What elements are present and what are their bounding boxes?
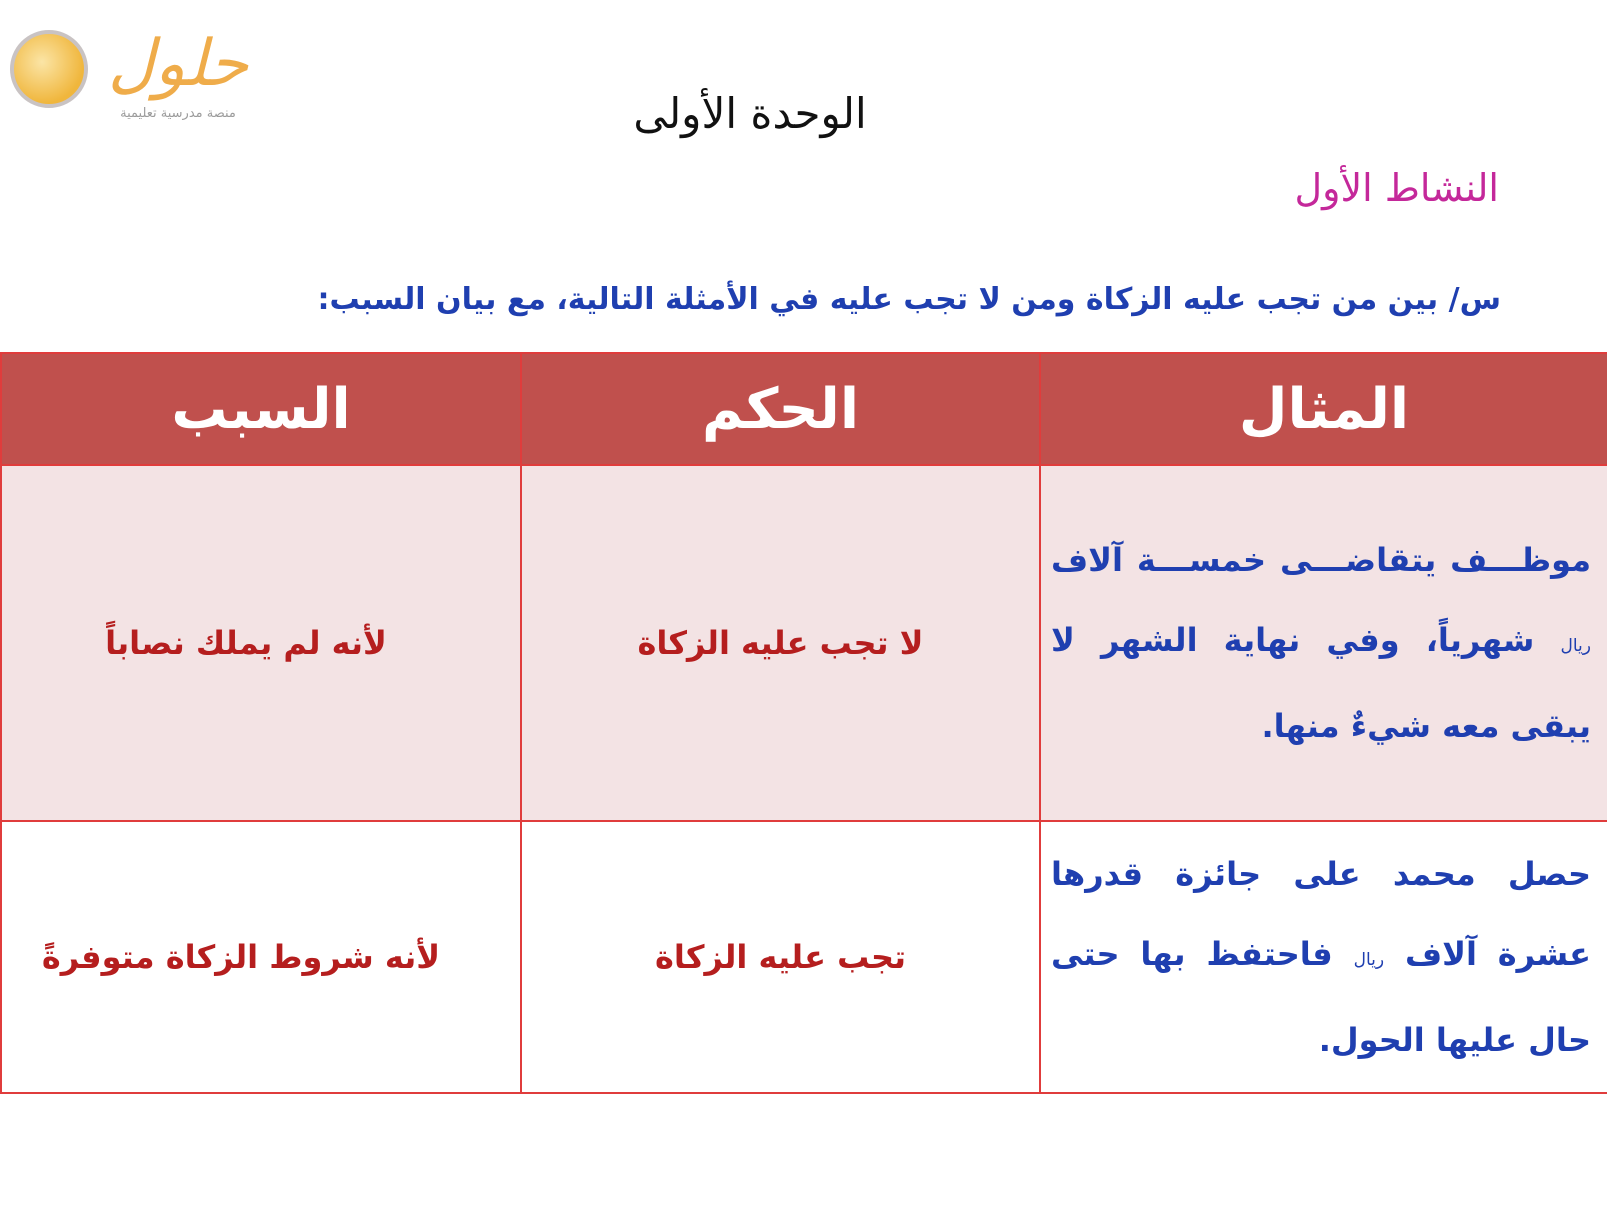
ruling-text: تجب عليه الزكاة <box>654 938 907 976</box>
header-ruling: الحكم <box>521 353 1040 465</box>
reason-cell <box>1 465 521 821</box>
logo <box>10 14 270 134</box>
example-text-continued: شهرياً، وفي نهاية الشهر لا يبقى معه شيءٌ منها. <box>1051 621 1591 745</box>
example-cell <box>1040 465 1607 821</box>
ruling-text: لا تجب عليه الزكاة <box>637 624 924 662</box>
header-reason: السبب <box>1 353 521 465</box>
logo-book-icon <box>10 30 88 108</box>
question-text: س/ بين من تجب عليه الزكاة ومن لا تجب عليه في الأمثلة التالية، مع بيان السبب: <box>317 282 1501 317</box>
example-cell <box>1040 821 1607 1093</box>
riyal-unit: ريال <box>1560 636 1591 656</box>
logo-name: حلول <box>107 27 249 101</box>
example-text: حصل محمد على جائزة قدرها عشرة آلاف <box>1051 855 1592 973</box>
reason-text: لأنه شروط الزكاة متوفرةً <box>41 938 441 976</box>
ruling-cell <box>521 465 1040 821</box>
header-example: المثال <box>1040 353 1607 465</box>
example-text: موظـــف يتقاضـــى خمســـة آلاف <box>1051 541 1591 579</box>
table-row <box>1 821 1607 1093</box>
activity-title: النشاط الأول <box>1294 166 1499 210</box>
zakat-table <box>0 352 1607 1094</box>
reason-cell <box>1 821 521 1093</box>
reason-text: لأنه لم يملك نصاباً <box>105 624 387 662</box>
riyal-unit: ريال <box>1353 950 1385 970</box>
table-row <box>1 465 1607 821</box>
example-text-continued: فاحتفظ بها حتى حال عليها الحول. <box>1051 935 1591 1059</box>
ruling-cell <box>521 821 1040 1093</box>
table-header-row <box>1 353 1607 465</box>
logo-tagline: منصة مدرسية تعليمية <box>120 106 236 121</box>
unit-title: الوحدة الأولى <box>633 89 867 138</box>
